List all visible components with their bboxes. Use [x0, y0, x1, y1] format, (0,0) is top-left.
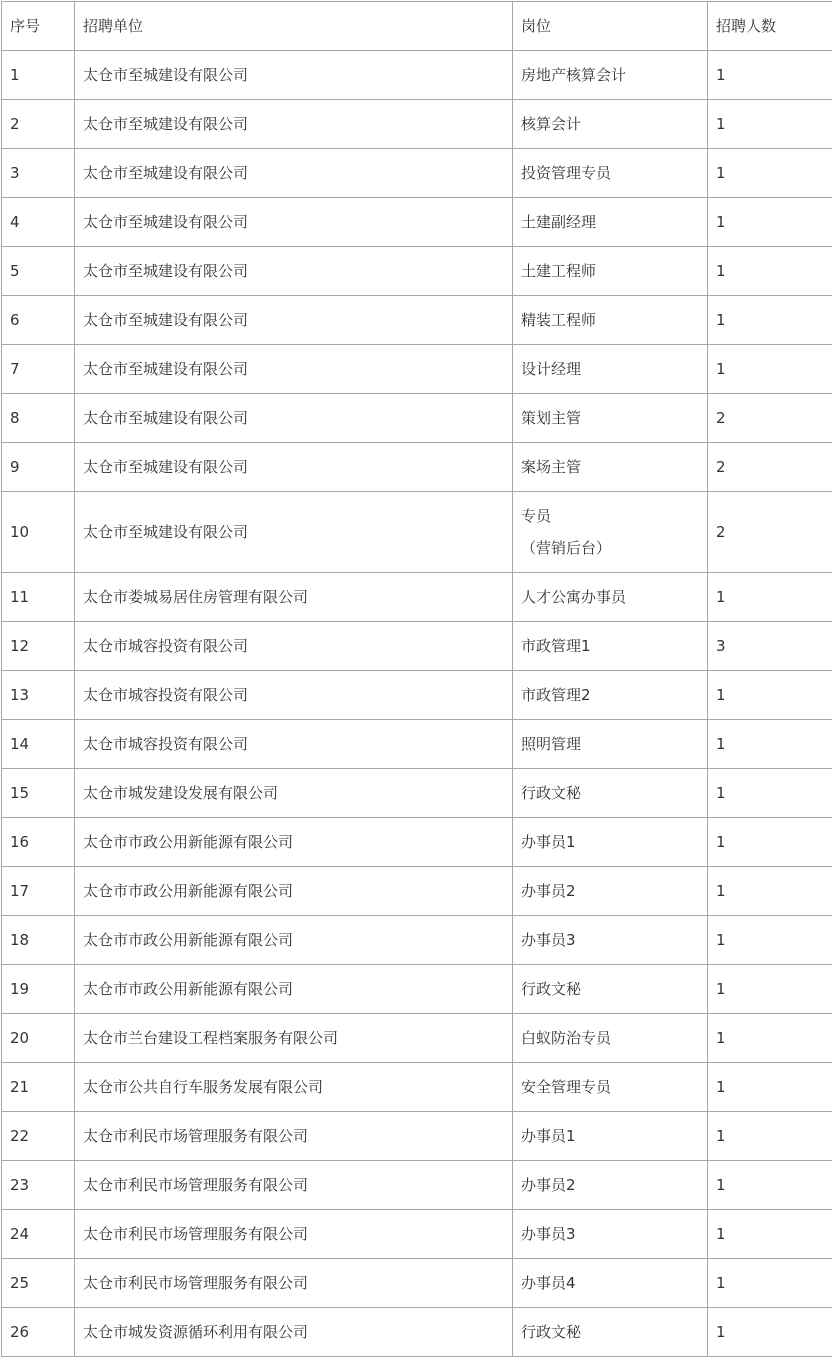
row-unit: 太仓市市政公用新能源有限公司 — [75, 818, 513, 867]
row-count: 1 — [708, 573, 832, 622]
row-position: 市政管理1 — [513, 622, 708, 671]
row-count: 1 — [708, 51, 832, 100]
row-no: 1 — [2, 51, 75, 100]
row-no: 21 — [2, 1063, 75, 1112]
row-unit: 太仓市至城建设有限公司 — [75, 149, 513, 198]
row-position: 行政文秘 — [513, 769, 708, 818]
row-unit: 太仓市城发资源循环利用有限公司 — [75, 1308, 513, 1357]
row-count: 1 — [708, 100, 832, 149]
row-unit: 太仓市至城建设有限公司 — [75, 100, 513, 149]
row-count: 1 — [708, 965, 832, 1014]
row-count: 1 — [708, 345, 832, 394]
table-row — [2, 1161, 832, 1210]
table-row — [2, 1210, 832, 1259]
row-no: 14 — [2, 720, 75, 769]
row-count: 1 — [708, 1063, 832, 1112]
table-body — [2, 51, 832, 1357]
row-position: 白蚁防治专员 — [513, 1014, 708, 1063]
row-count: 1 — [708, 769, 832, 818]
table-row — [2, 394, 832, 443]
row-count: 1 — [708, 1112, 832, 1161]
row-unit: 太仓市至城建设有限公司 — [75, 51, 513, 100]
header-position: 岗位 — [513, 2, 708, 51]
row-position: 行政文秘 — [513, 1308, 708, 1357]
row-no: 4 — [2, 198, 75, 247]
row-no: 7 — [2, 345, 75, 394]
table-row — [2, 622, 832, 671]
row-unit: 太仓市娄城易居住房管理有限公司 — [75, 573, 513, 622]
row-unit: 太仓市市政公用新能源有限公司 — [75, 965, 513, 1014]
row-count: 2 — [708, 492, 832, 573]
table-row — [2, 867, 832, 916]
row-unit: 太仓市市政公用新能源有限公司 — [75, 916, 513, 965]
header-unit: 招聘单位 — [75, 2, 513, 51]
row-no: 20 — [2, 1014, 75, 1063]
row-no: 13 — [2, 671, 75, 720]
header-count: 招聘人数 — [708, 2, 832, 51]
row-count: 1 — [708, 916, 832, 965]
row-no: 6 — [2, 296, 75, 345]
row-no: 8 — [2, 394, 75, 443]
row-no: 25 — [2, 1259, 75, 1308]
row-position: 设计经理 — [513, 345, 708, 394]
row-unit: 太仓市至城建设有限公司 — [75, 198, 513, 247]
row-count: 1 — [708, 867, 832, 916]
row-position: 行政文秘 — [513, 965, 708, 1014]
table-row — [2, 247, 832, 296]
table-row — [2, 1308, 832, 1357]
row-unit: 太仓市至城建设有限公司 — [75, 492, 513, 573]
row-unit: 太仓市城容投资有限公司 — [75, 622, 513, 671]
row-no: 10 — [2, 492, 75, 573]
row-unit: 太仓市城容投资有限公司 — [75, 720, 513, 769]
row-count: 1 — [708, 1259, 832, 1308]
table-row — [2, 916, 832, 965]
row-no: 16 — [2, 818, 75, 867]
row-no: 2 — [2, 100, 75, 149]
table-row — [2, 965, 832, 1014]
row-unit: 太仓市利民市场管理服务有限公司 — [75, 1259, 513, 1308]
table-row — [2, 720, 832, 769]
row-no: 9 — [2, 443, 75, 492]
row-count: 1 — [708, 296, 832, 345]
header-no: 序号 — [2, 2, 75, 51]
row-position-note: （营销后台） — [521, 532, 707, 564]
table-header-row — [2, 2, 832, 51]
row-count: 2 — [708, 394, 832, 443]
row-position: 照明管理 — [513, 720, 708, 769]
row-count: 1 — [708, 1210, 832, 1259]
row-position: 办事员2 — [513, 1161, 708, 1210]
row-position: 房地产核算会计 — [513, 51, 708, 100]
row-count: 3 — [708, 622, 832, 671]
row-position — [513, 492, 708, 573]
row-position: 核算会计 — [513, 100, 708, 149]
row-no: 15 — [2, 769, 75, 818]
row-unit: 太仓市利民市场管理服务有限公司 — [75, 1112, 513, 1161]
row-count: 1 — [708, 149, 832, 198]
row-count: 1 — [708, 198, 832, 247]
row-unit: 太仓市利民市场管理服务有限公司 — [75, 1161, 513, 1210]
table-row — [2, 100, 832, 149]
row-unit: 太仓市利民市场管理服务有限公司 — [75, 1210, 513, 1259]
row-unit: 太仓市公共自行车服务发展有限公司 — [75, 1063, 513, 1112]
table-row — [2, 1112, 832, 1161]
table-row — [2, 443, 832, 492]
row-no: 19 — [2, 965, 75, 1014]
table-row — [2, 818, 832, 867]
row-position: 投资管理专员 — [513, 149, 708, 198]
table-row — [2, 1063, 832, 1112]
table-row — [2, 296, 832, 345]
row-count: 1 — [708, 1308, 832, 1357]
row-position: 办事员3 — [513, 1210, 708, 1259]
row-position: 人才公寓办事员 — [513, 573, 708, 622]
table-row — [2, 1014, 832, 1063]
row-unit: 太仓市至城建设有限公司 — [75, 345, 513, 394]
row-count: 1 — [708, 671, 832, 720]
row-count: 2 — [708, 443, 832, 492]
row-no: 26 — [2, 1308, 75, 1357]
row-unit: 太仓市市政公用新能源有限公司 — [75, 867, 513, 916]
row-no: 3 — [2, 149, 75, 198]
row-count: 1 — [708, 247, 832, 296]
table-row — [2, 671, 832, 720]
row-no: 22 — [2, 1112, 75, 1161]
table-row — [2, 573, 832, 622]
row-no: 17 — [2, 867, 75, 916]
row-count: 1 — [708, 818, 832, 867]
table-row — [2, 51, 832, 100]
row-position: 办事员4 — [513, 1259, 708, 1308]
table-row — [2, 149, 832, 198]
table-row — [2, 198, 832, 247]
row-unit: 太仓市城容投资有限公司 — [75, 671, 513, 720]
row-no: 23 — [2, 1161, 75, 1210]
row-no: 18 — [2, 916, 75, 965]
row-unit: 太仓市至城建设有限公司 — [75, 443, 513, 492]
table-row — [2, 769, 832, 818]
row-count: 1 — [708, 1161, 832, 1210]
row-position: 办事员2 — [513, 867, 708, 916]
row-count: 1 — [708, 1014, 832, 1063]
row-no: 11 — [2, 573, 75, 622]
row-position: 市政管理2 — [513, 671, 708, 720]
table-row — [2, 1259, 832, 1308]
row-unit: 太仓市至城建设有限公司 — [75, 247, 513, 296]
row-count: 1 — [708, 720, 832, 769]
recruitment-table — [1, 1, 832, 1357]
row-position: 精装工程师 — [513, 296, 708, 345]
row-position: 办事员1 — [513, 1112, 708, 1161]
row-position: 土建工程师 — [513, 247, 708, 296]
row-position: 安全管理专员 — [513, 1063, 708, 1112]
row-position: 案场主管 — [513, 443, 708, 492]
table-row — [2, 492, 832, 573]
row-position: 策划主管 — [513, 394, 708, 443]
row-unit: 太仓市至城建设有限公司 — [75, 394, 513, 443]
row-no: 5 — [2, 247, 75, 296]
row-no: 12 — [2, 622, 75, 671]
row-position: 办事员1 — [513, 818, 708, 867]
row-no: 24 — [2, 1210, 75, 1259]
row-position: 土建副经理 — [513, 198, 708, 247]
row-position-main: 专员 — [521, 500, 707, 532]
row-unit: 太仓市兰台建设工程档案服务有限公司 — [75, 1014, 513, 1063]
table-row — [2, 345, 832, 394]
row-position: 办事员3 — [513, 916, 708, 965]
row-unit: 太仓市城发建设发展有限公司 — [75, 769, 513, 818]
row-unit: 太仓市至城建设有限公司 — [75, 296, 513, 345]
